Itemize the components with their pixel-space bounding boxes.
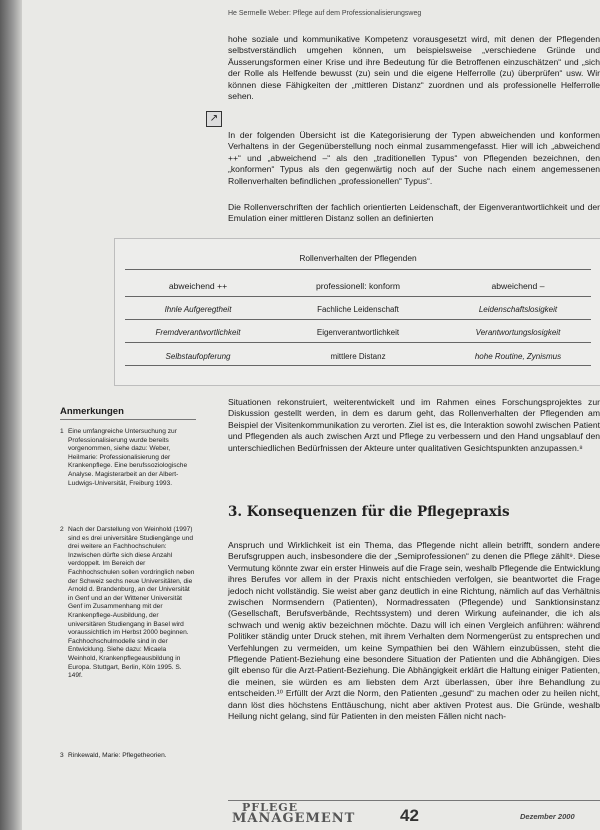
paragraph-text: Anspruch und Wirklichkeit ist ein Thema, das Pflegende nicht allein betrifft, sondern andere Berufsgruppen auch, insbesondere die der „Semiprofessionen“ zu denen die Pflege zählt⁹. Diese Vermutung könnte zwar ein erster Hinweis auf die Frage sein, weshalb Pflegende die Entwicklung ihres Berufes vor allem in der Praxis nicht entschieden verfolgen, sie beantwortet die Frage jedoch nicht vollständig. Sie weist aber ganz deutlich in eine Richtung, nämlich auf das Verhältnis zwischen Normsendern (Patienten), Normadressaten (Pflegende) und Sanktionsinstanz (Gesellschaft, Berufsverbände, Rechtssystem) und deren Wirkung aufeinander, die ich als schwach und wenig aktiv bezeichnen möchte. Dazu will ich einen Vergleich anführen: während Politiker ständig unter Druck stehen, mit ihrem Verhalten dem Normengerüst zu entsprechen und Verfehlungen zu vermeiden, um keine Sympathien bei den Wählern einzubüssen, steht die Pflegende Patient-Beziehung eine besondere Situation der Patienten und die Abhängigen. Dies gilt ebenso für die Arzt-Patient-Beziehung. Die Abhängigkeit erklärt die Haltung einiger Patienten, die meinen, sie würden es am liebsten dem Arzt überlassen, über ihre Behandlung zu entscheiden.¹⁰ Erfüllt der Arzt die Norm, den Patienten „gesund“ zu machen oder zu heilen nicht, dann löst dies höchstens Enttäuschung, nicht aber aktiven Protest aus. Die Gründe, weshalb Heilung nicht gelang, sind für Patienten in den meisten Fällen nicht nach- [228, 540, 600, 722]
paragraph-text: Die Rollenverschriften der fachlich orientierten Leidenschaft, der Eigenverantwortlichkeit und der Emulation einer mittleren Distanz sollen an definierten [228, 202, 600, 224]
body-paragraph [228, 397, 600, 454]
footnote-text: Eine umfangreiche Untersuchung zur Professionalisierung wurde bereits vorgenommen, siehe dazu: Weber, Heilmarie: Professionalisierung der Krankenpflege. Eine berufssoziologische Analyse. Magisterarbeit an der Albert-Ludwigs-Universität, Freiburg 1993. [68, 428, 188, 487]
body-paragraph [228, 202, 600, 225]
table-cell: Eigenverantwortlichkeit [316, 328, 400, 337]
notes-heading: Anmerkungen [60, 406, 196, 420]
table-cell: mittlere Distanz [330, 352, 386, 361]
body-paragraph [228, 540, 600, 723]
table-header: abweichend – [491, 281, 545, 291]
table-cell: Fachliche Leidenschaft [317, 305, 399, 314]
table-rule [125, 342, 591, 343]
logo-line-1: PFLEGE [242, 801, 298, 814]
magazine-logo [232, 802, 355, 824]
paragraph-text: In der folgenden Übersicht ist die Kategorisierung der Typen abweichenden und konformen Verhaltens in der Gegenüberstellung noch einmal zusammengefasst. Hier will ich „abweichend ++“ und „abweichend –“ als den „traditionellen Typus“ von Pflegenden bezeichnen, den „konformen“ Typus als den gegenwärtig noch auf der Suche nach einem angemessenen Rollenverhalten befindlichen „professionellen“ Typus“. [228, 130, 600, 186]
table-rule [125, 365, 591, 366]
logo-line-2: MANAGEMENT [232, 811, 356, 826]
paragraph-text: hohe soziale und kommunikative Kompetenz vorausgesetzt wird, mit denen der Pflegenden selbstverständlich umgehen können, um beispielsweise „verschiedene Gründe und Äusserungsformen einer Krise und ihre Bedeutung für die Betroffenen einzuschätzen“ und „sich der Rolle als Helfende bewusst (zu) sein und die eigene Helferrolle (zu) überprüfen“ usw. Wir können diese Fähigkeiten der „mittleren Distanz“ zuordnen und als professionelle Helferrolle sehen. [228, 34, 600, 102]
table-cell: Selbstaufopferung [165, 352, 231, 361]
footnote-number: 1 [60, 428, 64, 435]
table-cell: Fremdverantwortlichkeit [155, 328, 241, 337]
footnote-text: Rinkewald, Marie: Pflegetheorien. [68, 752, 167, 759]
table-rule [125, 319, 591, 320]
page-number: 42 [400, 806, 419, 825]
table-rule [125, 269, 591, 270]
book-spine-shadow [0, 0, 22, 830]
table-rule [125, 296, 591, 297]
body-paragraph [228, 34, 600, 102]
footnote-number: 3 [60, 752, 64, 759]
role-behaviour-table [114, 238, 600, 386]
table-cell: Ihnle Aufgeregtheit [164, 305, 232, 314]
running-head: He Sermelle Weber: Pflege auf dem Professionalisierungsweg [228, 10, 422, 17]
footnote-number: 2 [60, 526, 64, 533]
arrow-marker-icon: ↗ [206, 111, 222, 127]
table-cell: Verantwortungslosigkeit [475, 328, 561, 337]
table-title: Rollenverhalten der Pflegenden [299, 253, 417, 263]
table-cell: Leidenschaftslosigkeit [478, 305, 558, 314]
table-cell: hohe Routine, Zynismus [474, 352, 562, 361]
footnote-text: Nach der Darstellung von Weinhold (1997) sind es drei universitäre Studiengänge und drei weitere an Fachhochschulen: Inzwischen dürfte sich diese Anzahl verdoppelt. Im Bereich der Fachhochschulen sollen vordringlich neben der Schweiz sechs neue Universitäten, die Arnold d. Brandenburg, an der Universität in Genf und an der Wittener Universität Genf im Zusammenhang mit der Krankenpflege-Ausbildung, der universitären Studiengang in Basel wird voraussichtlich im Herbst 2000 beginnen. Fachhochschulmodelle sind in der Entwicklung. Siehe dazu: Micaela Weinhold, Krankenpflegeausbildung in Europa. Stuttgart, Berlin, Köln 1995. S. 149f. [68, 526, 195, 680]
paragraph-text: Situationen rekonstruiert, weiterentwickelt und im Rahmen eines Forschungsprojektes zur Diskussion gestellt werden, in dem es darum geht, das Rollenverhalten der Pflegenden am Beispiel der Visitenkommunikation zu verorten. Ziel ist es, die Interaktion sowohl zwischen Patient und Pflegenden als auch zwischen Arzt und Pflege zu verbessern und den Hand ungsablauf den unterschiedlichen Bedürfnissen der Akteure unter qualitativen Gesichtspunkten anzupassen.⁸ [228, 397, 600, 453]
section-heading: 3. Konsequenzen für die Pflegepraxis [228, 504, 510, 520]
body-paragraph [228, 130, 600, 187]
table-header: professionell: konform [315, 281, 401, 291]
table-header: abweichend ++ [168, 281, 228, 291]
issue-date: Dezember 2000 [520, 812, 575, 821]
